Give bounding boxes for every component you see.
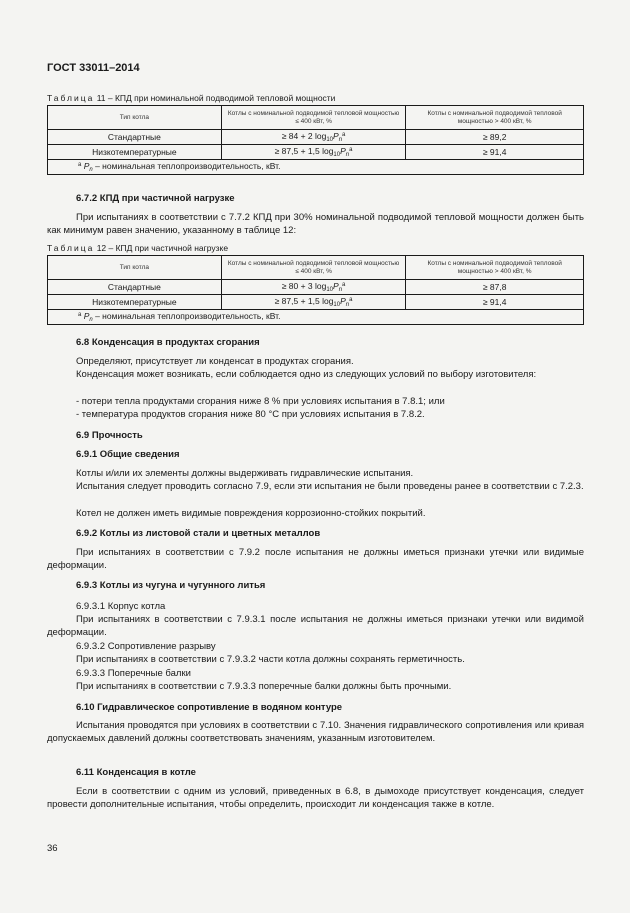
paragraph: При испытаниях в соответствии с 7.7.2 КПД при 30% номинальной подводимой тепловой мощности должен быть как минимум равен значению, указанному в таблице 12: bbox=[47, 212, 584, 236]
table-header-large: Котлы с номинальной подводимой тепловой мощностью > 400 кВт, % bbox=[406, 256, 584, 280]
table-11 bbox=[47, 105, 584, 175]
paragraph: При испытаниях в соответствии с 7.9.2 после испытания не должны иметься признаки утечки или видимые деформации. bbox=[47, 547, 584, 571]
page-number: 36 bbox=[47, 843, 58, 854]
section-heading: 6.10 Гидравлическое сопротивление в водяном контуре bbox=[76, 702, 343, 713]
paragraph: Конденсация может возникать, если соблюдается одно из следующих условий по выбору изготовителя: bbox=[76, 369, 537, 380]
table-row: Низкотемпературные ≥ 87,5 + 1,5 $\log_{10}P_n^a$ ≥ 91,4 bbox=[48, 145, 584, 160]
paragraph: При испытаниях в соответствии с 7.9.3.1 после испытания не должны иметься признаки утечки или видимой деформации. bbox=[47, 614, 584, 638]
paragraph: Определяют, присутствует ли конденсат в продуктах сгорания. bbox=[76, 356, 354, 367]
paragraph: Котел не должен иметь видимые повреждения коррозионно-стойких покрытий. bbox=[76, 508, 426, 519]
table-header-small: Котлы с номинальной подводимой тепловой мощностью ≤ 400 кВт, % bbox=[221, 256, 406, 280]
paragraph: Испытания проводятся при условиях в соответствии с 7.10. Значения гидравлического сопротивления или кривая допускаемых давлений должны соответствовать значениям, указанным изготовителем. bbox=[47, 720, 584, 744]
table-header-large: Котлы с номинальной подводимой тепловой мощностью > 400 кВт, % bbox=[406, 106, 584, 130]
paragraph: При испытаниях в соответствии с 7.9.3.3 поперечные балки должны быть прочными. bbox=[76, 681, 452, 692]
subsection-label: 6.9.3.3 Поперечные балки bbox=[76, 668, 191, 679]
table-12 bbox=[47, 255, 584, 325]
table-footnote: $^a$ $P_n$ – номинальная теплопроизводительность, кВт. bbox=[48, 160, 584, 175]
subsection-label: 6.9.3.1 Корпус котла bbox=[76, 601, 166, 612]
section-heading: 6.9.3 Котлы из чугуна и чугунного литья bbox=[76, 580, 266, 591]
section-heading: 6.7.2 КПД при частичной нагрузке bbox=[76, 193, 235, 204]
table-header-type: Тип котла bbox=[48, 106, 222, 130]
paragraph: При испытаниях в соответствии с 7.9.3.2 части котла должны сохранять герметичность. bbox=[76, 654, 465, 665]
section-heading: 6.9.1 Общие сведения bbox=[76, 449, 180, 460]
table-footnote: $^a$ $P_n$ – номинальная теплопроизводительность, кВт. bbox=[48, 310, 584, 325]
table-12-caption: Таблица 12 – КПД при частичной нагрузке bbox=[47, 243, 229, 253]
table-header-small: Котлы с номинальной подводимой тепловой мощностью ≤ 400 кВт, % bbox=[221, 106, 406, 130]
section-heading: 6.9 Прочность bbox=[76, 430, 143, 441]
paragraph: Если в соответствии с одним из условий, приведенных в 6.8, в дымоходе присутствует конденсация, следует провести дополнительные испытания, чтобы определить, происходит ли конденсация также в котле. bbox=[47, 786, 584, 810]
table-header-type: Тип котла bbox=[48, 256, 222, 280]
section-heading: 6.8 Конденсация в продуктах сгорания bbox=[76, 337, 260, 348]
paragraph: Испытания следует проводить согласно 7.9, если эти испытания не были проведены ранее в соответствии с 7.2.3. bbox=[76, 481, 584, 492]
section-heading: 6.9.2 Котлы из листовой стали и цветных металлов bbox=[76, 528, 321, 539]
list-item: - температура продуктов сгорания ниже 80 °С при условиях испытания в 7.8.2. bbox=[76, 409, 425, 420]
table-row: Низкотемпературные ≥ 87,5 + 1,5 $\log_{10}P_n^a$ ≥ 91,4 bbox=[48, 295, 584, 310]
paragraph: Котлы и/или их элементы должны выдерживать гидравлические испытания. bbox=[76, 468, 414, 479]
document-code: ГОСТ 33011–2014 bbox=[47, 62, 140, 74]
table-row: Стандартные ≥ 84 + 2 $\log_{10}P_n^a$ ≥ 89,2 bbox=[48, 130, 584, 145]
table-row: Стандартные ≥ 80 + 3 $\log_{10}P_n^a$ ≥ 87,8 bbox=[48, 280, 584, 295]
subsection-label: 6.9.3.2 Сопротивление разрыву bbox=[76, 641, 216, 652]
list-item: - потери тепла продуктами сгорания ниже 8 % при условиях испытания в 7.8.1; или bbox=[76, 396, 445, 407]
table-11-caption: Таблица 11 – КПД при номинальной подводимой тепловой мощности bbox=[47, 93, 336, 103]
section-heading: 6.11 Конденсация в котле bbox=[76, 767, 196, 778]
